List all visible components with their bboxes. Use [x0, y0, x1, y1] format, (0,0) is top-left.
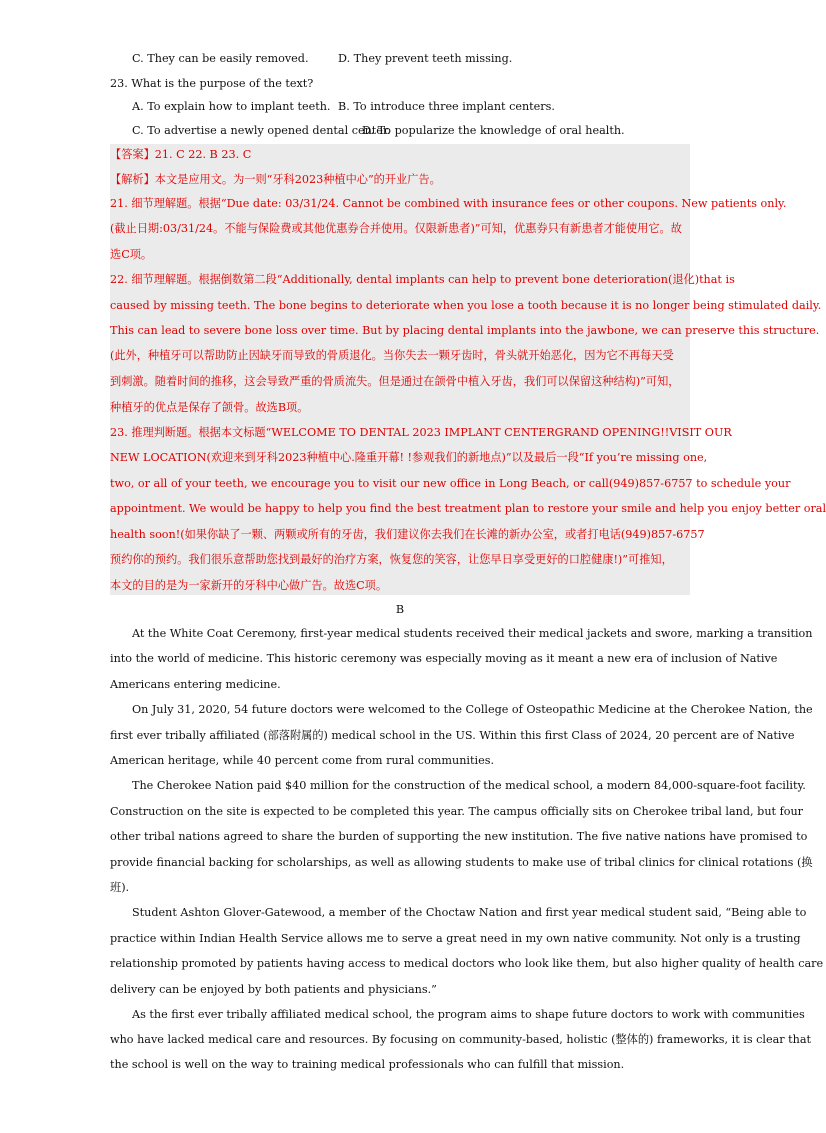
analysis-q23-line: appointment. We would be happy to help you find the best treatment plan to restore your smile and help you enjoy better oral [110, 502, 826, 515]
passage-b-line: At the White Coat Ceremony, first-year medical students received their medical jackets and swore, marking a transition [132, 627, 813, 640]
analysis-q21-line: 选C项。 [110, 248, 153, 261]
analysis-q23-line: two, or all of your teeth, we encourage you to visit our new office in Long Beach, or call(949)857-6757 to schedule your [110, 477, 791, 490]
analysis-q22-line: 种植牙的优点是保存了颌骨。故选B项。 [110, 401, 309, 414]
analysis-q23-line: 本文的目的是为一家新开的牙科中心做广告。故选C项。 [110, 579, 388, 592]
passage-b-line: 班). [110, 881, 130, 894]
passage-b-line: practice within Indian Health Service allows me to serve a great need in my own native community. Not only is a trusting [110, 932, 801, 945]
passage-b-line: delivery can be enjoyed by both patients and physicians.” [110, 983, 437, 996]
q23-option-b: B. To introduce three implant centers. [338, 100, 555, 113]
q22-option-c: C. They can be easily removed. [132, 52, 309, 65]
analysis-q22-line: 22. 细节理解题。根据倒数第二段“Additionally, dental implants can help to prevent bone deterioration(退化)that is [110, 273, 735, 286]
passage-b-line: first ever tribally affiliated (部落附属的) medical school in the US. Within this first Class of 2024, 20 percent are of Native [110, 729, 795, 742]
passage-b-line: American heritage, while 40 percent come from rural communities. [110, 754, 495, 767]
analysis-q22-line: (此外，种植牙可以帮助防止因缺牙而导致的骨质退化。当你失去一颗牙齿时，骨头就开始恶化，因为它不再每天受 [110, 349, 674, 362]
q22-option-d: D. They prevent teeth missing. [338, 52, 513, 65]
analysis-intro: 【解析】本文是应用文。为一则“牙科2023种植中心”的开业广告。 [110, 173, 441, 186]
passage-b-line: The Cherokee Nation paid $40 million for the construction of the medical school, a modern 84,000-square-foot facility. [132, 779, 806, 792]
q23-option-a: A. To explain how to implant teeth. [132, 100, 331, 113]
answer-key: 【答案】21. C 22. B 23. C [110, 148, 252, 161]
analysis-q22-line: 到刺激。随着时间的推移，这会导致严重的骨质流失。但是通过在颌骨中植入牙齿，我们可以保留这种结构)”可知， [110, 375, 680, 388]
passage-b-line: As the first ever tribally affiliated medical school, the program aims to shape future doctors to work with communities [132, 1008, 805, 1021]
analysis-q23-line: 23. 推理判断题。根据本文标题“WELCOME TO DENTAL 2023 IMPLANT CENTERGRAND OPENING!!VISIT OUR [110, 426, 732, 439]
passage-b-line: relationship promoted by patients having access to medical doctors who look like them, but also higher quality of health care [110, 957, 824, 970]
q23-option-c: C. To advertise a newly opened dental center. [132, 124, 391, 137]
passage-b-line: On July 31, 2020, 54 future doctors were welcomed to the College of Osteopathic Medicine at the Cherokee Nation, the [132, 703, 813, 716]
analysis-q23-line: NEW LOCATION(欢迎来到牙科2023种植中心.隆重开幕! !参观我们的新地点)”以及最后一段“If you’re missing one, [110, 451, 708, 464]
passage-b-line: who have lacked medical care and resources. By focusing on community-based, holistic (整体的) frameworks, it is clear that [110, 1033, 812, 1046]
passage-b-line: the school is well on the way to training medical professionals who can fulfill that mission. [110, 1058, 625, 1071]
analysis-q22-line: This can lead to severe bone loss over time. But by placing dental implants into the jawbone, we can preserve this structure. [110, 324, 820, 337]
passage-b-line: into the world of medicine. This historic ceremony was especially moving as it meant a new era of inclusion of Native [110, 652, 778, 665]
q23-option-d: D. To popularize the knowledge of oral health. [362, 124, 625, 137]
passage-b-line: Construction on the site is expected to be completed this year. The campus officially sits on Cherokee tribal land, but four [110, 805, 804, 818]
analysis-q23-line: 预约你的预约。我们很乐意帮助您找到最好的治疗方案，恢复您的笑容，让您早日享受更好的口腔健康!)”可推知， [110, 553, 673, 566]
analysis-q21-line: 21. 细节理解题。根据“Due date: 03/31/24. Cannot be combined with insurance fees or other coupons. New patients only. [110, 197, 787, 210]
passage-b-line: other tribal nations agreed to share the burden of supporting the new institution. The five native nations have promised to [110, 830, 808, 843]
section-heading-b: B [395, 603, 405, 616]
passage-b-line: provide financial backing for scholarships, as well as allowing students to make use of tribal clinics for clinical rotations (换 [110, 856, 813, 869]
passage-b-line: Americans entering medicine. [110, 678, 281, 691]
analysis-q22-line: caused by missing teeth. The bone begins to deteriorate when you lose a tooth because it is no longer being stimulated daily. [110, 299, 822, 312]
analysis-q23-line: health soon!(如果你缺了一颗、两颗或所有的牙齿，我们建议你去我们在长滩的新办公室，或者打电话(949)857-6757 [110, 528, 705, 541]
passage-b-line: Student Ashton Glover-Gatewood, a member of the Choctaw Nation and first year medical student said, “Being able to [132, 906, 807, 919]
q23-stem: 23. What is the purpose of the text? [110, 77, 314, 90]
analysis-q21-line: (截止日期:03/31/24。不能与保险费或其他优惠券合并使用。仅限新患者)”可知，优惠券只有新患者才能使用它。故 [110, 222, 682, 235]
